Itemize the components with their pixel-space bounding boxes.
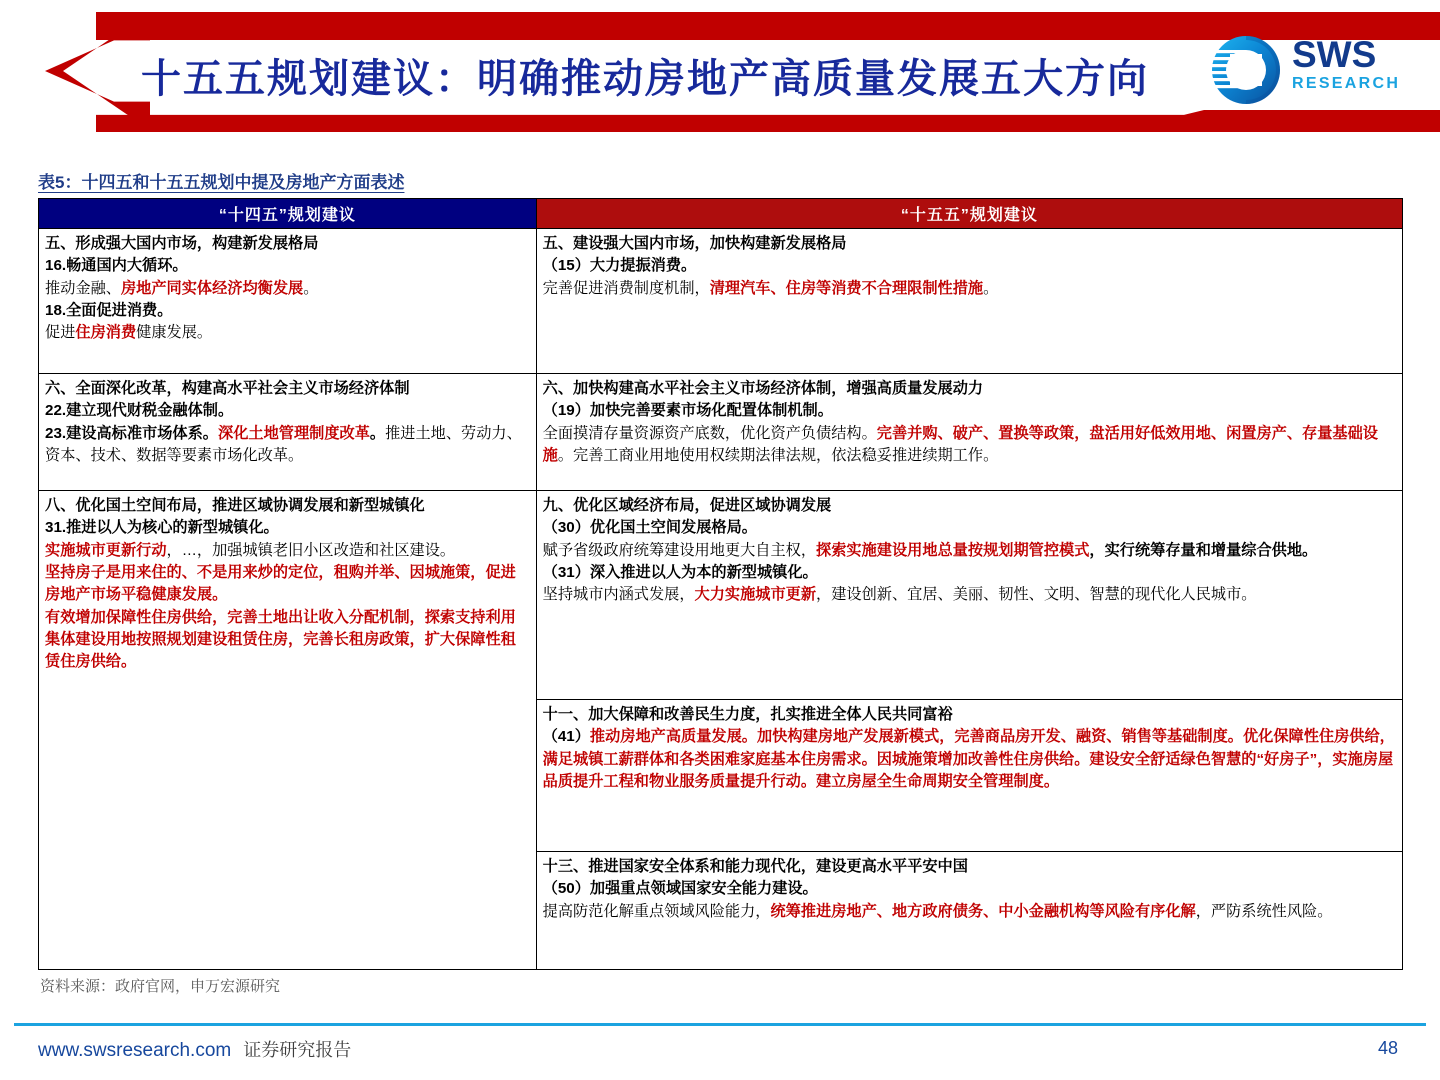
cell-text: 十一、加大保障和改善民生力度，扎实推进全体人民共同富裕 (542, 706, 953, 723)
cell-text: （50）加强重点领域国家安全能力建设。 (542, 880, 818, 898)
highlighted-text: 有效增加保障性住房供给，完善土地出让收入分配机制，探索支持利用集体建设用地按照规划建设租赁住房，完善长租房政策，扩大保障性租赁住房供给。 (45, 608, 516, 671)
table-caption: 表5：十四五和十五五规划中提及房地产方面表述 (38, 173, 405, 192)
cell-text: ，…，加强城镇老旧小区改造和社区建设。 (166, 541, 456, 559)
table-cell (537, 491, 1402, 700)
logo-sub-text: RESEARCH (1292, 75, 1401, 92)
cell-line (543, 726, 1397, 793)
cell-text: ，建设创新、宜居、美丽、韧性、文明、智慧的现代化人民城市。 (816, 586, 1257, 604)
cell-line (543, 233, 1397, 255)
table-cell (39, 491, 536, 969)
cell-line (543, 584, 1397, 606)
cell-line (543, 540, 1397, 562)
highlighted-text: 完善并购、破产、置换等政策，盘活用好低效用地、闲置房产、存量基础设施 (542, 424, 1378, 465)
cell-text: 促进 (45, 324, 76, 342)
cell-line (543, 255, 1397, 277)
highlighted-text: 清理汽车、住房等消费不合理限制性措施 (709, 279, 984, 297)
highlighted-text: 大力实施城市更新 (694, 586, 817, 604)
cell-text: 。 (303, 279, 319, 297)
column-header-left: “十四五”规划建议 (39, 199, 536, 229)
cell-line (543, 878, 1397, 900)
highlighted-text: 深化土地管理制度改革 (218, 424, 370, 442)
cell-text: （41） (542, 728, 590, 746)
sws-logo-text (1292, 36, 1400, 93)
cell-line (543, 704, 1397, 726)
header-bar-bottom (96, 110, 1440, 132)
column-header-right: “十五五”规划建议 (537, 199, 1402, 229)
cell-line (45, 495, 531, 517)
table-cell (537, 852, 1402, 969)
cell-text: 五、形成强大国内市场，构建新发展格局 (45, 235, 319, 252)
cell-text: 六、全面深化改革，构建高水平社会主义市场经济体制 (45, 380, 410, 397)
table-cell (537, 700, 1402, 852)
cell-text: 坚持城市内涵式发展， (542, 586, 695, 604)
cell-line (543, 423, 1397, 468)
cell-line (45, 233, 531, 255)
cell-text: 九、优化区域经济布局，促进区域协调发展 (542, 497, 832, 514)
cell-text: 五、建设强大国内市场，加快构建新发展格局 (542, 235, 847, 252)
cell-line (45, 378, 531, 400)
comparison-table (38, 198, 1403, 970)
cell-line (45, 255, 531, 277)
cell-text: 31.推进以人为核心的新型城镇化。 (45, 519, 279, 537)
highlighted-text: 坚持房子是用来住的、不是用来炒的定位，租购并举、因城施策，促进房地产市场平稳健康发展。 (45, 564, 516, 604)
cell-line (45, 322, 531, 344)
highlighted-text: 实施城市更新行动 (45, 541, 167, 559)
cell-text: 。完善工商业用地使用权续期法律法规，依法稳妥推进续期工作。 (557, 447, 999, 465)
page-title: 十五五规划建议：明确推动房地产高质量发展五大方向 (141, 56, 1149, 101)
cell-text: （31）深入推进以人为本的新型城镇化。 (542, 564, 818, 582)
cell-line (45, 517, 531, 539)
logo-main-text: SWS (1292, 34, 1377, 75)
cell-text: 六、加快构建高水平社会主义市场经济体制，增强高质量发展动力 (542, 380, 984, 397)
cell-text: 提高防范化解重点领域风险能力， (542, 902, 771, 920)
cell-line (45, 300, 531, 322)
sws-logo-mark-icon (1208, 32, 1284, 108)
table-cell (39, 229, 536, 374)
cell-line (45, 423, 531, 468)
cell-line (45, 400, 531, 422)
cell-line (543, 517, 1397, 539)
highlighted-text: 住房消费 (75, 324, 137, 342)
highlighted-text: 探索实施建设用地总量按规划期管控模式 (816, 541, 1090, 559)
slide-header (0, 0, 1440, 140)
page-number: 48 (1377, 1038, 1398, 1058)
footer-label: 证券研究报告 (243, 1040, 352, 1060)
cell-line (45, 562, 531, 607)
footer-divider (14, 1023, 1426, 1026)
highlighted-text: 统筹推进房地产、地方政府债务、中小金融机构等风险有序化解 (770, 902, 1196, 920)
cell-line (543, 278, 1397, 300)
cell-text: 十三、推进国家安全体系和能力现代化，建设更高水平平安中国 (542, 858, 968, 875)
cell-line (45, 607, 531, 674)
cell-text: （30）优化国土空间发展格局。 (542, 519, 757, 537)
highlighted-text: 房地产同实体经济均衡发展 (120, 279, 304, 297)
cell-line (543, 495, 1397, 517)
cell-line (543, 562, 1397, 584)
cell-text: （15）大力提振消费。 (542, 257, 697, 275)
source-note: 资料来源：政府官网，申万宏源研究 (40, 978, 281, 995)
cell-line (543, 856, 1397, 878)
cell-line (543, 378, 1397, 400)
footer-website-link[interactable]: www.swsresearch.com (38, 1040, 232, 1061)
cell-line (45, 278, 531, 300)
highlighted-text: 推动房地产高质量发展。加快构建房地产发展新模式，完善商品房开发、融资、销售等基础制度。优化保障性住房供给，满足城镇工薪群体和各类困难家庭基本住房需求。因城施策增加改善性住房供给。建设安全舒适绿色智慧的“好房子”，实施房屋品质提升工程和物业服务质量提升行动。建立房屋全生命周期安全管理制度。 (542, 728, 1395, 791)
cell-text: 健康发展。 (136, 324, 213, 342)
cell-line (543, 901, 1397, 923)
cell-text: 16.畅通国内大循环。 (45, 257, 188, 275)
cell-text: 22.建立现代财税金融体制。 (45, 402, 234, 420)
cell-text: ，严防系统性风险。 (1195, 902, 1333, 920)
cell-text: 。 (369, 424, 386, 442)
cell-text: 推进土地、劳动力、资本、技术、数据等要素市场化改革。 (45, 424, 522, 465)
table-cell (537, 229, 1402, 374)
cell-line (45, 540, 531, 562)
cell-text: 23.建设高标准市场体系。 (45, 424, 218, 442)
cell-text: 18.全面促进消费。 (45, 302, 173, 320)
table-cell (39, 374, 536, 491)
sws-logo (1208, 30, 1423, 110)
cell-text: 完善促进消费制度机制， (542, 279, 710, 297)
cell-line (543, 400, 1397, 422)
cell-text: 推动金融、 (45, 279, 121, 297)
cell-text: 赋予省级政府统筹建设用地更大自主权， (542, 541, 817, 559)
table-cell (537, 374, 1402, 491)
cell-text: 。 (983, 279, 999, 297)
footer (38, 1036, 351, 1062)
cell-text: 八、优化国土空间布局，推进区域协调发展和新型城镇化 (45, 497, 425, 514)
table-column-right (537, 199, 1402, 969)
cell-text: 全面摸清存量资源资产底数，优化资产负债结构。 (542, 424, 877, 442)
table-column-left (39, 199, 537, 969)
cell-text: （19）加快完善要素市场化配置体制机制。 (542, 402, 833, 420)
cell-text: ，实行统筹存量和增量综合供地。 (1089, 541, 1318, 559)
